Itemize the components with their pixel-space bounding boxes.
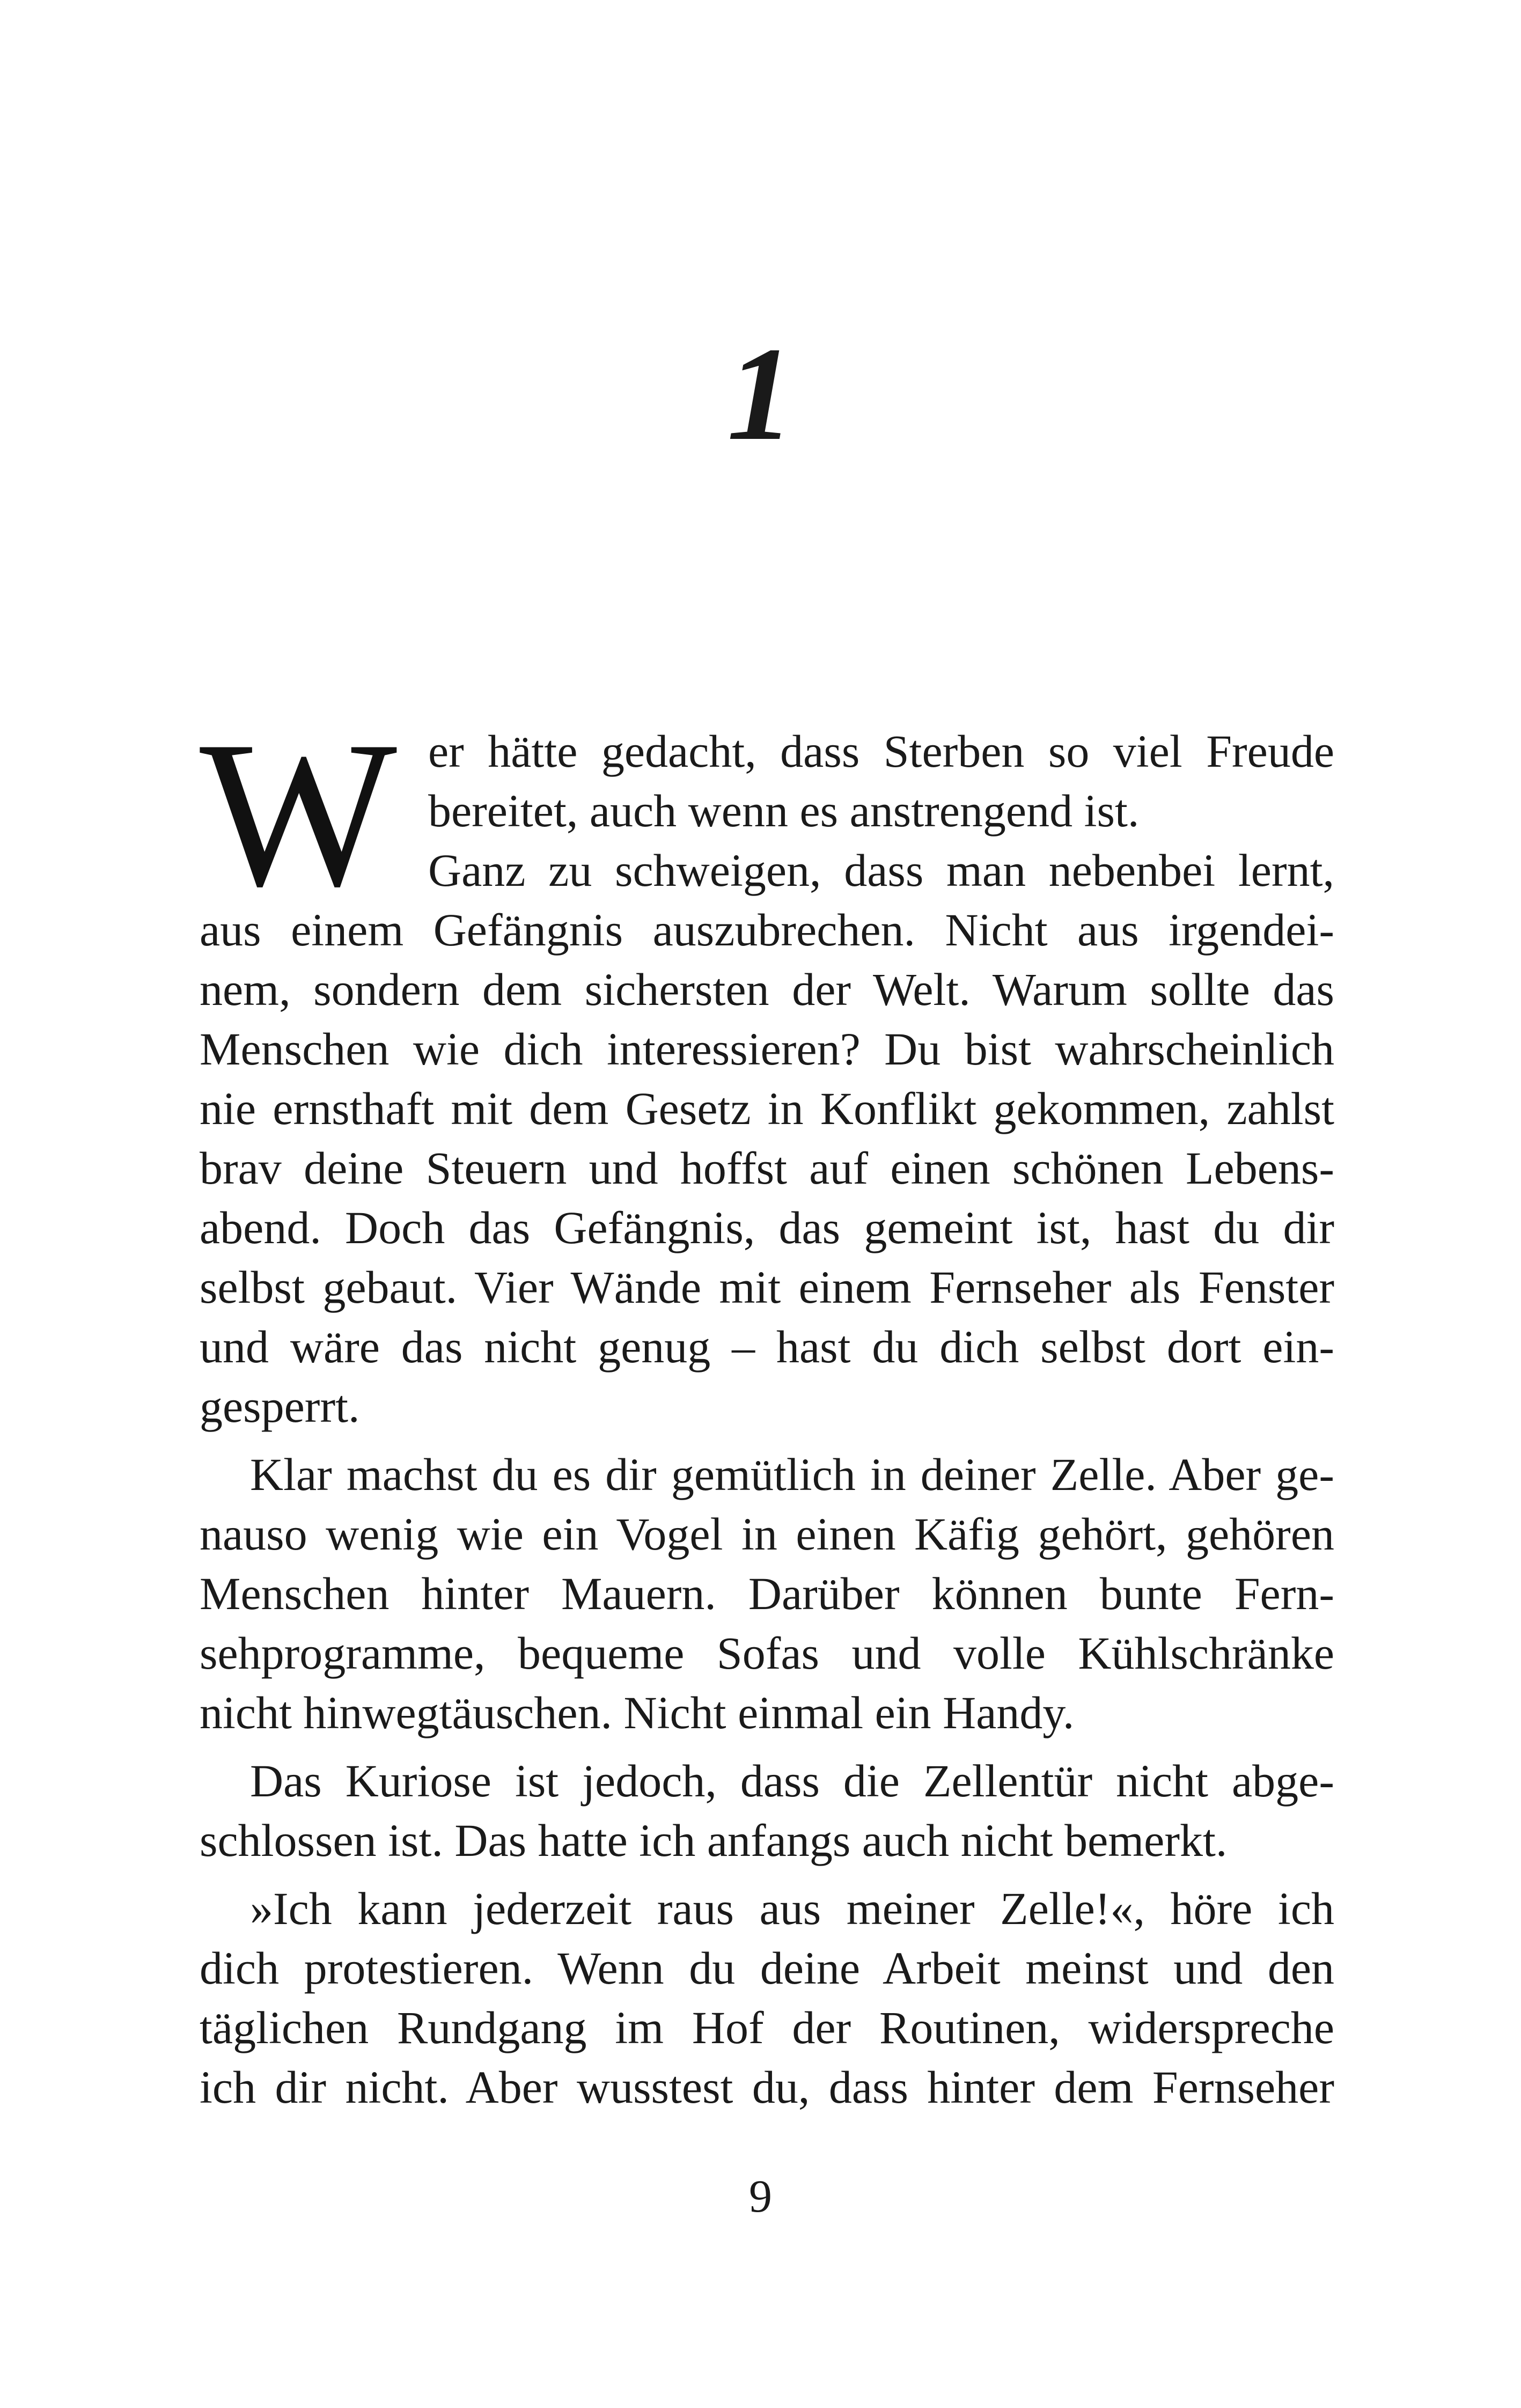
text-line: nem, sondern dem sichersten der Welt. Warum sollte das xyxy=(200,964,1334,1015)
text-line: dich protestieren. Wenn du deine Arbeit meinst und den xyxy=(200,1942,1334,1994)
text-line: gesperrt. xyxy=(200,1381,360,1432)
text-line: Ganz zu schweigen, dass man nebenbei lernt, xyxy=(428,845,1334,896)
text-line: nie ernsthaft mit dem Gesetz in Konflikt gekommen, zahlst xyxy=(200,1083,1334,1134)
text-line: er hätte gedacht, dass Sterben so viel Freude xyxy=(428,725,1334,777)
text-line: aus einem Gefängnis auszubrechen. Nicht aus irgendei- xyxy=(200,904,1334,956)
text-line: Klar machst du es dir gemütlich in deiner Zelle. Aber ge- xyxy=(250,1449,1334,1500)
paragraph-gap xyxy=(200,1743,1334,1751)
text-line: bereitet, auch wenn es anstrengend ist. xyxy=(428,785,1140,836)
body-text xyxy=(200,698,1334,2117)
paragraph-gap xyxy=(200,1870,1334,1879)
text-line: ich dir nicht. Aber wusstest du, dass hinter dem Fernseher xyxy=(200,2061,1334,2113)
text-line: schlossen ist. Das hatte ich anfangs auch nicht bemerkt. xyxy=(200,1815,1228,1866)
text-line: selbst gebaut. Vier Wände mit einem Fernseher als Fenster xyxy=(200,1261,1334,1313)
text-line: Menschen wie dich interessieren? Du bist wahrscheinlich xyxy=(200,1023,1334,1075)
drop-cap: W xyxy=(200,698,398,930)
text-line: »Ich kann jederzeit raus aus meiner Zelle!«, höre ich xyxy=(250,1883,1334,1934)
text-line: nicht hinwegtäuschen. Nicht einmal ein Handy. xyxy=(200,1687,1075,1738)
text-line: abend. Doch das Gefängnis, das gemeint ist, hast du dir xyxy=(200,1202,1334,1253)
text-line: sehprogramme, bequeme Sofas und volle Kühlschränke xyxy=(200,1627,1334,1679)
text-line: und wäre das nicht genug – hast du dich selbst dort ein- xyxy=(200,1321,1334,1372)
text-line: täglichen Rundgang im Hof der Routinen, widerspreche xyxy=(200,2002,1334,2053)
page-number: 9 xyxy=(749,2170,772,2222)
text-line: Das Kuriose ist jedoch, dass die Zellentür nicht abge- xyxy=(250,1755,1334,1807)
text-line: nauso wenig wie ein Vogel in einen Käfig gehört, gehören xyxy=(200,1508,1334,1560)
chapter-number: 1 xyxy=(727,320,794,468)
text-line: brav deine Steuern und hoffst auf einen schönen Lebens- xyxy=(200,1142,1334,1194)
paragraph-gap xyxy=(200,1436,1334,1445)
text-line: Menschen hinter Mauern. Darüber können bunte Fern- xyxy=(200,1568,1334,1619)
